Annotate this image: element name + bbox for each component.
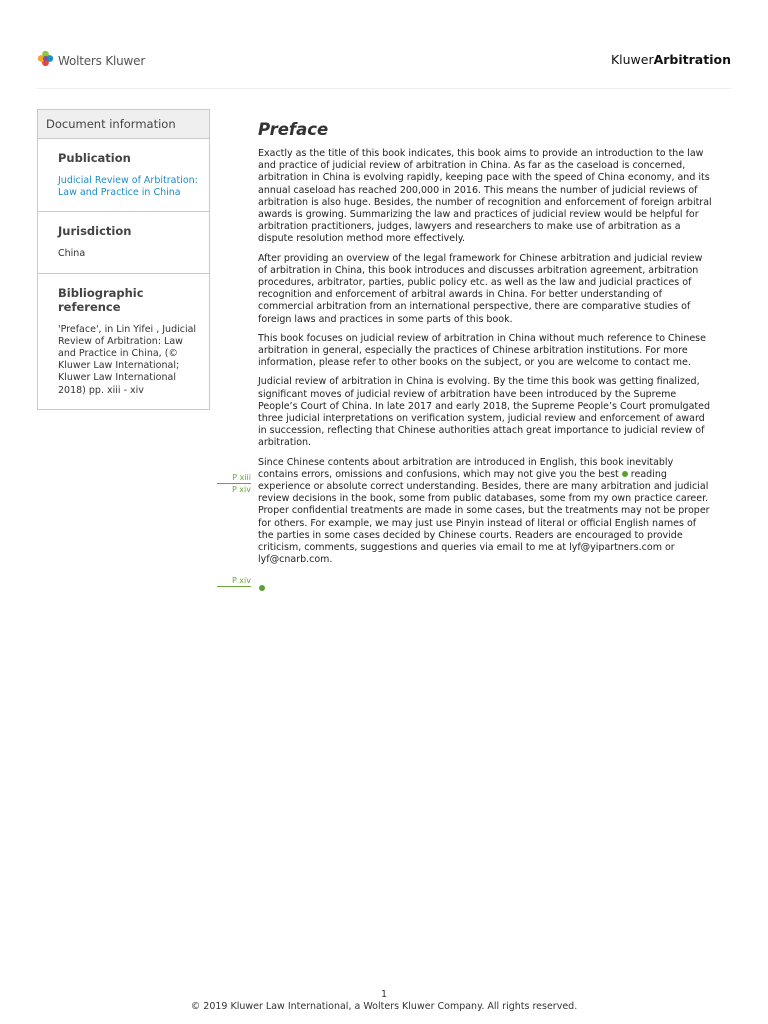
paragraph-last bbox=[258, 457, 714, 567]
bibliographic-title: Bibliographic reference bbox=[58, 285, 144, 314]
jurisdiction-title: Jurisdiction bbox=[58, 224, 132, 239]
publication-section bbox=[38, 139, 209, 212]
paragraph-text: reading experience or absolute correct understanding. Besides, there are many arbitration and judicial review decisions in the book, some from public databases, some from my own practice career. Proper confidential treatments are made in some cases, but the treatments may not be proper for others. For example, we may just use Pinyin instead of literal or official English names of the parties in some cases decided by Chinese courts. Readers are encouraged to provide criticism, comments, suggestions and queries via email to me at lyf@yipartners.com or lyf@cnarb.com. bbox=[258, 468, 710, 566]
page-marker: P xiv bbox=[231, 576, 251, 585]
main-content bbox=[258, 120, 714, 574]
logo bbox=[37, 50, 145, 71]
logo-text: Wolters Kluwer bbox=[58, 53, 146, 68]
wolters-kluwer-logo-icon bbox=[37, 50, 54, 71]
brand-name bbox=[611, 52, 731, 67]
bibliographic-value: 'Preface', in Lin Yifei , Judicial Review of Arbitration: Law and Practice in China, (© Kluwer Law International; Kluwer Law International 2018) pp. xiii - xiv bbox=[58, 323, 197, 396]
page-marker-line bbox=[217, 483, 251, 484]
brand-prefix: Kluwer bbox=[610, 52, 654, 67]
page-title: Preface bbox=[258, 120, 329, 139]
copyright-notice: © 2019 Kluwer Law International, a Wolters Kluwer Company. All rights reserved. bbox=[190, 1001, 578, 1012]
publication-link[interactable]: Judicial Review of Arbitration: Law and Practice in China bbox=[58, 175, 198, 199]
document-info-panel bbox=[37, 109, 210, 410]
page-marker: P xiv bbox=[231, 485, 251, 494]
jurisdiction-section bbox=[38, 212, 209, 273]
page-number: 1 bbox=[380, 989, 388, 1000]
paragraph: Judicial review of arbitration in China is evolving. By the time this book was getting finalized, significant moves of judicial review of arbitration have been introduced by the Supreme People’s Court of China. In late 2017 and early 2018, the Supreme People’s Court promulgated three judicial interpretations on verification system, judicial review and enforcement of award in succession, reflecting that Chinese authorities attach great importance to judicial review of arbitration. bbox=[258, 376, 710, 449]
paragraph: After providing an overview of the legal framework for Chinese arbitration and judicial review of arbitration in China, this book introduces and discusses arbitration agreement, arbitration procedures, arbitrator, parties, public policy etc. as well as the law and judicial practices of recognition and enforcement of arbitral awards in China. For better understanding of commercial arbitration from an international perspective, there are comparative studies of foreign laws and practices in some parts of this book. bbox=[258, 252, 703, 325]
header-divider bbox=[37, 88, 731, 89]
panel-heading: Document information bbox=[38, 110, 209, 139]
publication-title: Publication bbox=[58, 151, 131, 165]
page-break-dot-icon bbox=[622, 471, 628, 477]
page-marker-line bbox=[217, 586, 251, 587]
paragraph-text: Since Chinese contents about arbitration are introduced in English, this book inevitably contains errors, omissions and confusions, which may not give you the best bbox=[258, 456, 674, 480]
page-break-dot-icon bbox=[259, 585, 265, 591]
paragraph: This book focuses on judicial review of arbitration in China without much reference to Chinese arbitration in general, especially the practices of Chinese arbitration institutions. For more information, please refer to other books on the subject, or you are welcome to contact me. bbox=[258, 332, 706, 369]
page-marker: P xiii bbox=[232, 473, 251, 482]
paragraph: Exactly as the title of this book indicates, this book aims to provide an introduction to the law and practice of judicial review of arbitration in China. As far as the caseload is concerned, arbitration in China is evolving rapidly, keeping pace with the speed of China economy, and its annual caseload has reached 200,000 in 2016. This means the number of judicial reviews of arbitration is also huge. Besides, the number of recognition and enforcement of foreign arbitral awards is growing. Summarizing the law and practices of judicial review would be helpful for arbitration practitioners, judges, lawyers and researchers to make use of arbitration as a dispute resolution method more effectively. bbox=[258, 148, 712, 245]
bibliographic-section bbox=[38, 274, 209, 409]
jurisdiction-value: China bbox=[58, 248, 86, 260]
brand-bold: Arbitration bbox=[653, 52, 731, 67]
page-header bbox=[37, 50, 731, 72]
